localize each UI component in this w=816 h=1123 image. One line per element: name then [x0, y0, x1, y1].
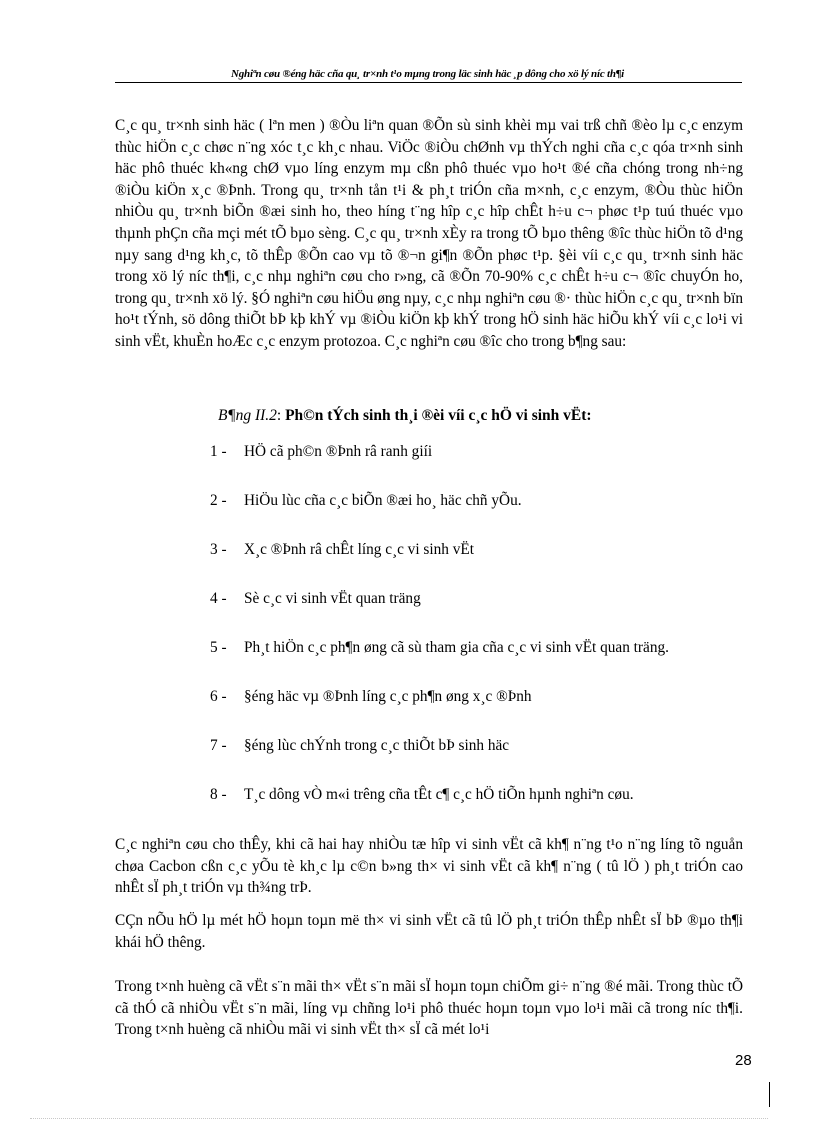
list-item-number: 1 -: [210, 443, 227, 460]
list-item-text: HiÖu lùc cña c¸c biÕn ®æi ho¸ häc chñ yÕu.: [244, 492, 522, 509]
list-item: [210, 685, 750, 734]
list-item-number: 6 -: [210, 688, 227, 705]
paragraph-3: CÇn nÕu hÖ lµ mét hÖ hoµn toµn më th× vi sinh vËt cã tû lÖ ph¸t triÓn thÊp nhÊt sÏ bÞ ®µo th¶i khái hÖ thêng.: [115, 912, 743, 951]
list-item-text: §éng lùc chÝnh trong c¸c thiÕt bÞ sinh häc: [244, 737, 510, 754]
page-number: 28: [735, 1052, 752, 1069]
table-caption: [218, 407, 738, 425]
list-item-text: Ph¸t hiÖn c¸c ph¶n øng cã sù tham gia cña c¸c vi sinh vËt quan träng.: [244, 639, 669, 656]
list-item-number: 8 -: [210, 786, 227, 803]
footer-vertical-rule: [769, 1082, 770, 1107]
list-item-number: 2 -: [210, 492, 227, 509]
list-item-number: 5 -: [210, 639, 227, 656]
list-item-text: Sè c¸c vi sinh vËt quan träng: [244, 590, 421, 607]
table-caption-label: B¶ng II.2: [218, 407, 277, 424]
table-caption-text: Ph©n tÝch sinh th¸i ®èi víi c¸c hÖ vi sinh vËt:: [285, 407, 592, 424]
list-item: [210, 538, 750, 587]
list-item-text: T¸c dông vÒ m«i trêng cña tÊt c¶ c¸c hÖ tiÕn hµnh nghiªn cøu.: [244, 786, 634, 803]
paragraph-4: Trong t×nh huèng cã vËt s¨n mãi th× vËt s¨n mãi sÏ hoµn toµn chiÕm gi÷ n¨ng ®é mãi. Trong thùc tÕ cã thÓ cã nhiÒu vËt s¨n mãi, líng vµ chñng lo¹i phô thuéc hoµn toµn vµo lo¹i mãi cã trong níc th¶i. Trong t×nh huèng cã nhiÒu mãi vi sinh vËt th× sÏ cã mét lo¹i: [115, 978, 743, 1039]
list-item: [210, 783, 750, 832]
list-item: [210, 587, 750, 636]
list-item-number: 4 -: [210, 590, 227, 607]
list-item: [210, 440, 750, 489]
list-item-text: HÖ cã ph©n ®Þnh râ ranh giíi: [244, 443, 433, 460]
analysis-list: [210, 440, 750, 832]
list-item-number: 7 -: [210, 737, 227, 754]
list-item-text: X¸c ®Þnh râ chÊt líng c¸c vi sinh vËt: [244, 541, 474, 558]
paragraph-2: C¸c nghiªn cøu cho thÊy, khi cã hai hay nhiÒu tæ hîp vi sinh vËt cã kh¶ n¨ng t¹o n¨ng líng tõ nguån chøa Cacbon cßn c¸c yÕu tè kh¸c lµ c©n b»ng th× vi sinh vËt cã kh¶ n¨ng ( tû lÖ ) ph¸t triÓn cao nhÊt sÏ ph¸t triÓn vµ th¾ng trÞ.: [115, 836, 743, 897]
list-item: [210, 489, 750, 538]
list-item: [210, 734, 750, 783]
list-item: [210, 636, 750, 685]
header-rule: [115, 82, 742, 83]
list-item-number: 3 -: [210, 541, 227, 558]
running-header: Nghiªn cøu ®éng häc cña qu¸ tr×nh t¹o mµng trong läc sinh häc ¸p dông cho xö lý níc th¶i: [231, 68, 624, 80]
paragraph-1: C¸c qu¸ tr×nh sinh häc ( lªn men ) ®Òu liªn quan ®Õn sù sinh khèi mµ vai trß chñ ®èo lµ c¸c enzym thùc hiÖn c¸c chøc n¨ng xóc t¸c kh¸c nhau. ViÖc ®iÒu chØnh vµ thÝch nghi cña c¸c qóa tr×nh sinh häc phô thuéc kh«ng chØ vµo líng enzym mµ cßn phô thuéc vµo ho¹t ®é cña chóng trong nh÷ng ®iÒu kiÖn x¸c ®Þnh. Trong qu¸ tr×nh tån t¹i & ph¸t triÓn cña m×nh, c¸c enzym, ®Òu thùc hiÖn nhiÒu qu¸ tr×nh biÕn ®æi sinh ho, theo híng t¨ng hîp c¸c hîp chÊt h÷u c¬ phøc t¹p tuú thuéc vµo thµnh phÇn cña mçi mét tÕ bµo sèng. C¸c qu¸ tr×nh xÈy ra trong tÕ bµo thêng ®îc thùc hiÖn tõ d¹ng nµy sang d¹ng kh¸c, tõ thÊp ®Õn cao vµ tõ ®¬n gi¶n ®Õn phøc t¹p. §èi víi c¸c qu¸ tr×nh sinh häc trong xö lý níc th¶i, c¸c nhµ nghiªn cøu cho r»ng, cã ®Õn 70-90% c¸c chÊt h÷u c¬ ®îc chuyÓn ho, trong qu¸ tr×nh xö lý. §Ó nghiªn cøu hiÖu øng nµy, c¸c nhµ nghiªn cøu ®· thùc hiÖn c¸c qu¸ tr×nh bïn ho¹t tÝnh, sö dông thiÕt bÞ kþ khÝ vµ ®iÒu kiÖn kþ khÝ trong hÖ sinh häc hiÕu khÝ víi c¸c lo¹i vi sinh vËt, khuÈn hoÆc c¸c enzym protozoa. C¸c nghiªn cøu ®îc cho trong b¶ng sau:: [115, 117, 743, 350]
page-bottom-border: [30, 1118, 768, 1119]
table-caption-separator: :: [276, 407, 286, 424]
list-item-text: §éng häc vµ ®Þnh líng c¸c ph¶n øng x¸c ®Þnh: [244, 688, 532, 705]
